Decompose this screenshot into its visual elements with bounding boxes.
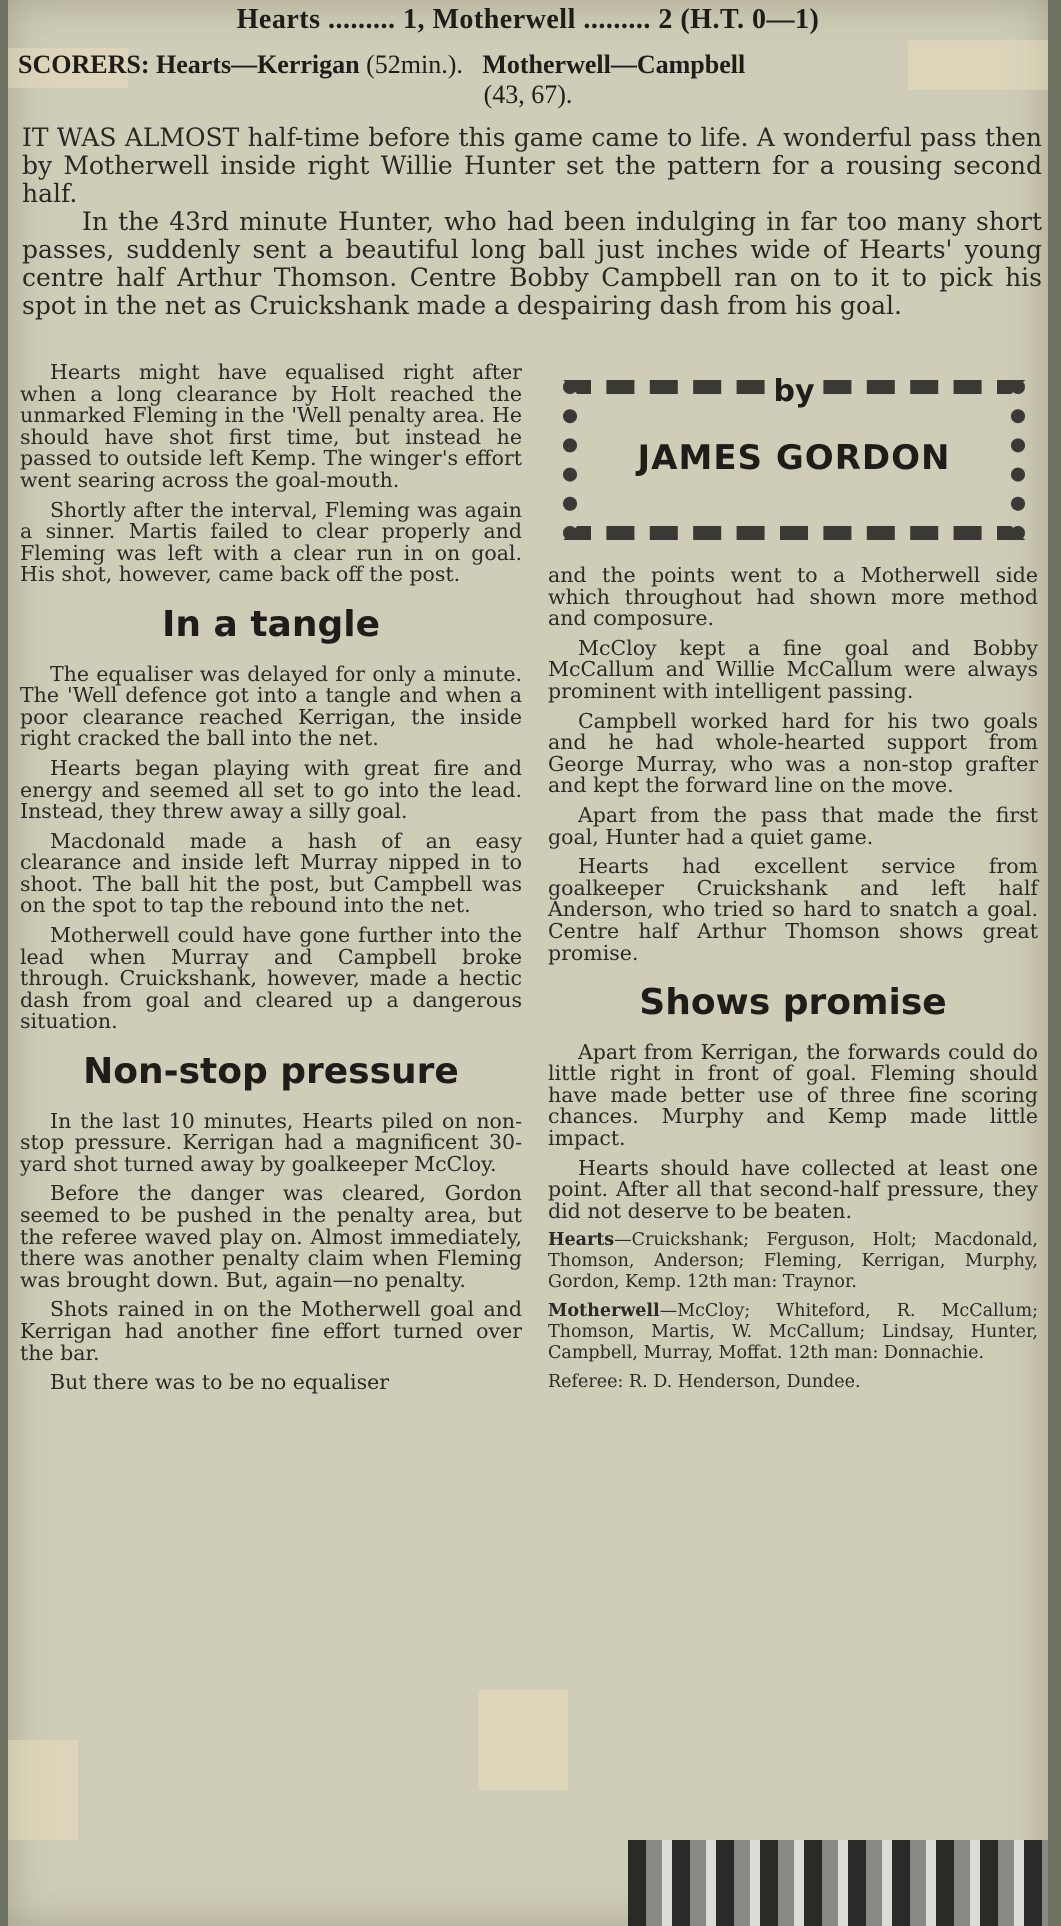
- hearts-lineup-label: Hearts: [548, 1230, 615, 1251]
- article-paragraph: Apart from Kerrigan, the forwards could do little right in front of goal. Fleming should have made better use of three fine scoring chances. Murphy and Kemp made little impact.: [548, 1039, 1038, 1151]
- motherwell-lineup-text: —McCloy; Whiteford, R. McCallum; Thomson, Martis, W. McCallum; Lindsay, Hunter, Campbell, Murray, Moffat. 12th man: Donnachie.: [548, 1301, 1038, 1364]
- scorers-hearts: Hearts—Kerrigan: [155, 50, 360, 79]
- tape-strip: [478, 1690, 568, 1790]
- article-paragraph: and the points went to a Motherwell side which throughout had shown more method and composure.: [548, 563, 1038, 631]
- byline-box: [563, 374, 1025, 540]
- article-paragraph: Macdonald made a hash of an easy clearance and inside left Murray nipped in to shoot. The ball hit the post, but Campbell was on the spot to tap the rebound into the net.: [20, 828, 522, 918]
- newspaper-clipping: [8, 0, 1048, 1926]
- subhead-in-a-tangle: In a tangle: [161, 603, 381, 645]
- article-paragraph: Shortly after the interval, Fleming was again a sinner. Martis failed to clear properly and Fleming was left with a clear run in on goal. His shot, however, came back off the post.: [20, 497, 522, 587]
- article-paragraph: The equaliser was delayed for only a minute. The 'Well defence got into a tangle and when a poor clearance reached Kerrigan, the inside right cracked the ball into the net.: [20, 661, 522, 751]
- byline-by: by: [765, 374, 822, 409]
- article-paragraph: In the last 10 minutes, Hearts piled on non-stop pressure. Kerrigan had a magnificent 30-yard shot turned away by goalkeeper McCloy.: [20, 1108, 522, 1176]
- article-paragraph: Before the danger was cleared, Gordon seemed to be pushed in the penalty area, but the referee waved play on. Almost immediately, there was another penalty claim when Fleming was brought down. But, again—no penalty.: [20, 1181, 522, 1292]
- left-column: [20, 362, 522, 1402]
- article-paragraph: Hearts began playing with great fire and energy and seemed all set to go into the lead. Instead, they threw away a silly goal.: [20, 755, 522, 824]
- hearts-lineup: [548, 1230, 1038, 1293]
- article-paragraph: Hearts should have collected at least one point. After all that second-half pressure, they did not deserve to be beaten.: [548, 1155, 1038, 1223]
- hearts-lineup-text: —Cruickshank; Ferguson, Holt; Macdonald, Thomson, Anderson; Fleming, Kerrigan, Murphy, Gordon, Kemp. 12th man: Traynor.: [548, 1230, 1038, 1293]
- lead-paragraph: IT WAS ALMOST half-time before this game came to life. A wonderful pass then by Motherwell inside right Willie Hunter set the pattern for a rousing second half.: [22, 123, 1042, 208]
- subhead-shows-promise: Shows promise: [639, 982, 947, 1024]
- article-paragraph: Hearts had excellent service from goalkeeper Cruickshank and left half Anderson, who tried so hard to snatch a goal. Centre half Arthur Thomson shows great promise.: [548, 854, 1038, 965]
- lead-paragraphs: [22, 124, 1042, 320]
- scorers-label: SCORERS:: [18, 50, 150, 79]
- scorers-line: [18, 50, 1038, 110]
- motherwell-lineup-label: Motherwell: [548, 1301, 660, 1322]
- article-paragraph: Apart from the pass that made the first goal, Hunter had a quiet game.: [548, 802, 1038, 849]
- scorers-motherwell-time: (43, 67).: [483, 80, 573, 109]
- article-paragraph: Campbell worked hard for his two goals and he had whole-hearted support from George Murray, who was a non-stop grafter and kept the forward line on the move.: [548, 708, 1038, 798]
- article-paragraph: Hearts might have equalised right after when a long clearance by Holt reached the unmarked Fleming in the 'Well penalty area. He should have shot first time, but instead he passed to outside left Kemp. The winger's effort went searing across the goal-mouth.: [20, 360, 522, 492]
- tape-strip: [8, 1740, 78, 1840]
- byline-name: JAMES GORDON: [637, 438, 951, 478]
- referee-line: Referee: R. D. Henderson, Dundee.: [548, 1372, 861, 1393]
- article-paragraph: Motherwell could have gone further into the lead when Murray and Campbell broke through. Cruickshank, however, made a hectic dash from goal and cleared up a dangerous situation.: [20, 923, 522, 1034]
- subhead-non-stop-pressure: Non-stop pressure: [83, 1051, 459, 1093]
- scorers-hearts-time: (52min.).: [366, 50, 463, 79]
- right-column: [548, 565, 1038, 1401]
- photo-fragment: [628, 1840, 1048, 1926]
- team-lineups: [548, 1230, 1038, 1393]
- lead-paragraph: In the 43rd minute Hunter, who had been indulging in far too many short passes, suddenly sent a beautiful long ball just inches wide of Hearts' young centre half Arthur Thomson. Centre Bobby Campbell ran on to it to pick his spot in the net as Cruickshank made a despairing dash from his goal.: [22, 207, 1042, 320]
- scorers-motherwell: Motherwell—Campbell: [482, 50, 746, 79]
- motherwell-lineup: [548, 1301, 1038, 1364]
- score-headline: Hearts ......... 1, Motherwell ......... 2 (H.T. 0—1): [236, 4, 820, 35]
- article-paragraph: McCloy kept a fine goal and Bobby McCallum and Willie McCallum were always prominent with intelligent passing.: [548, 635, 1038, 703]
- article-paragraph: Shots rained in on the Motherwell goal and Kerrigan had another fine effort turned over the bar.: [20, 1297, 522, 1365]
- article-paragraph: But there was to be no equaliser: [50, 1370, 390, 1395]
